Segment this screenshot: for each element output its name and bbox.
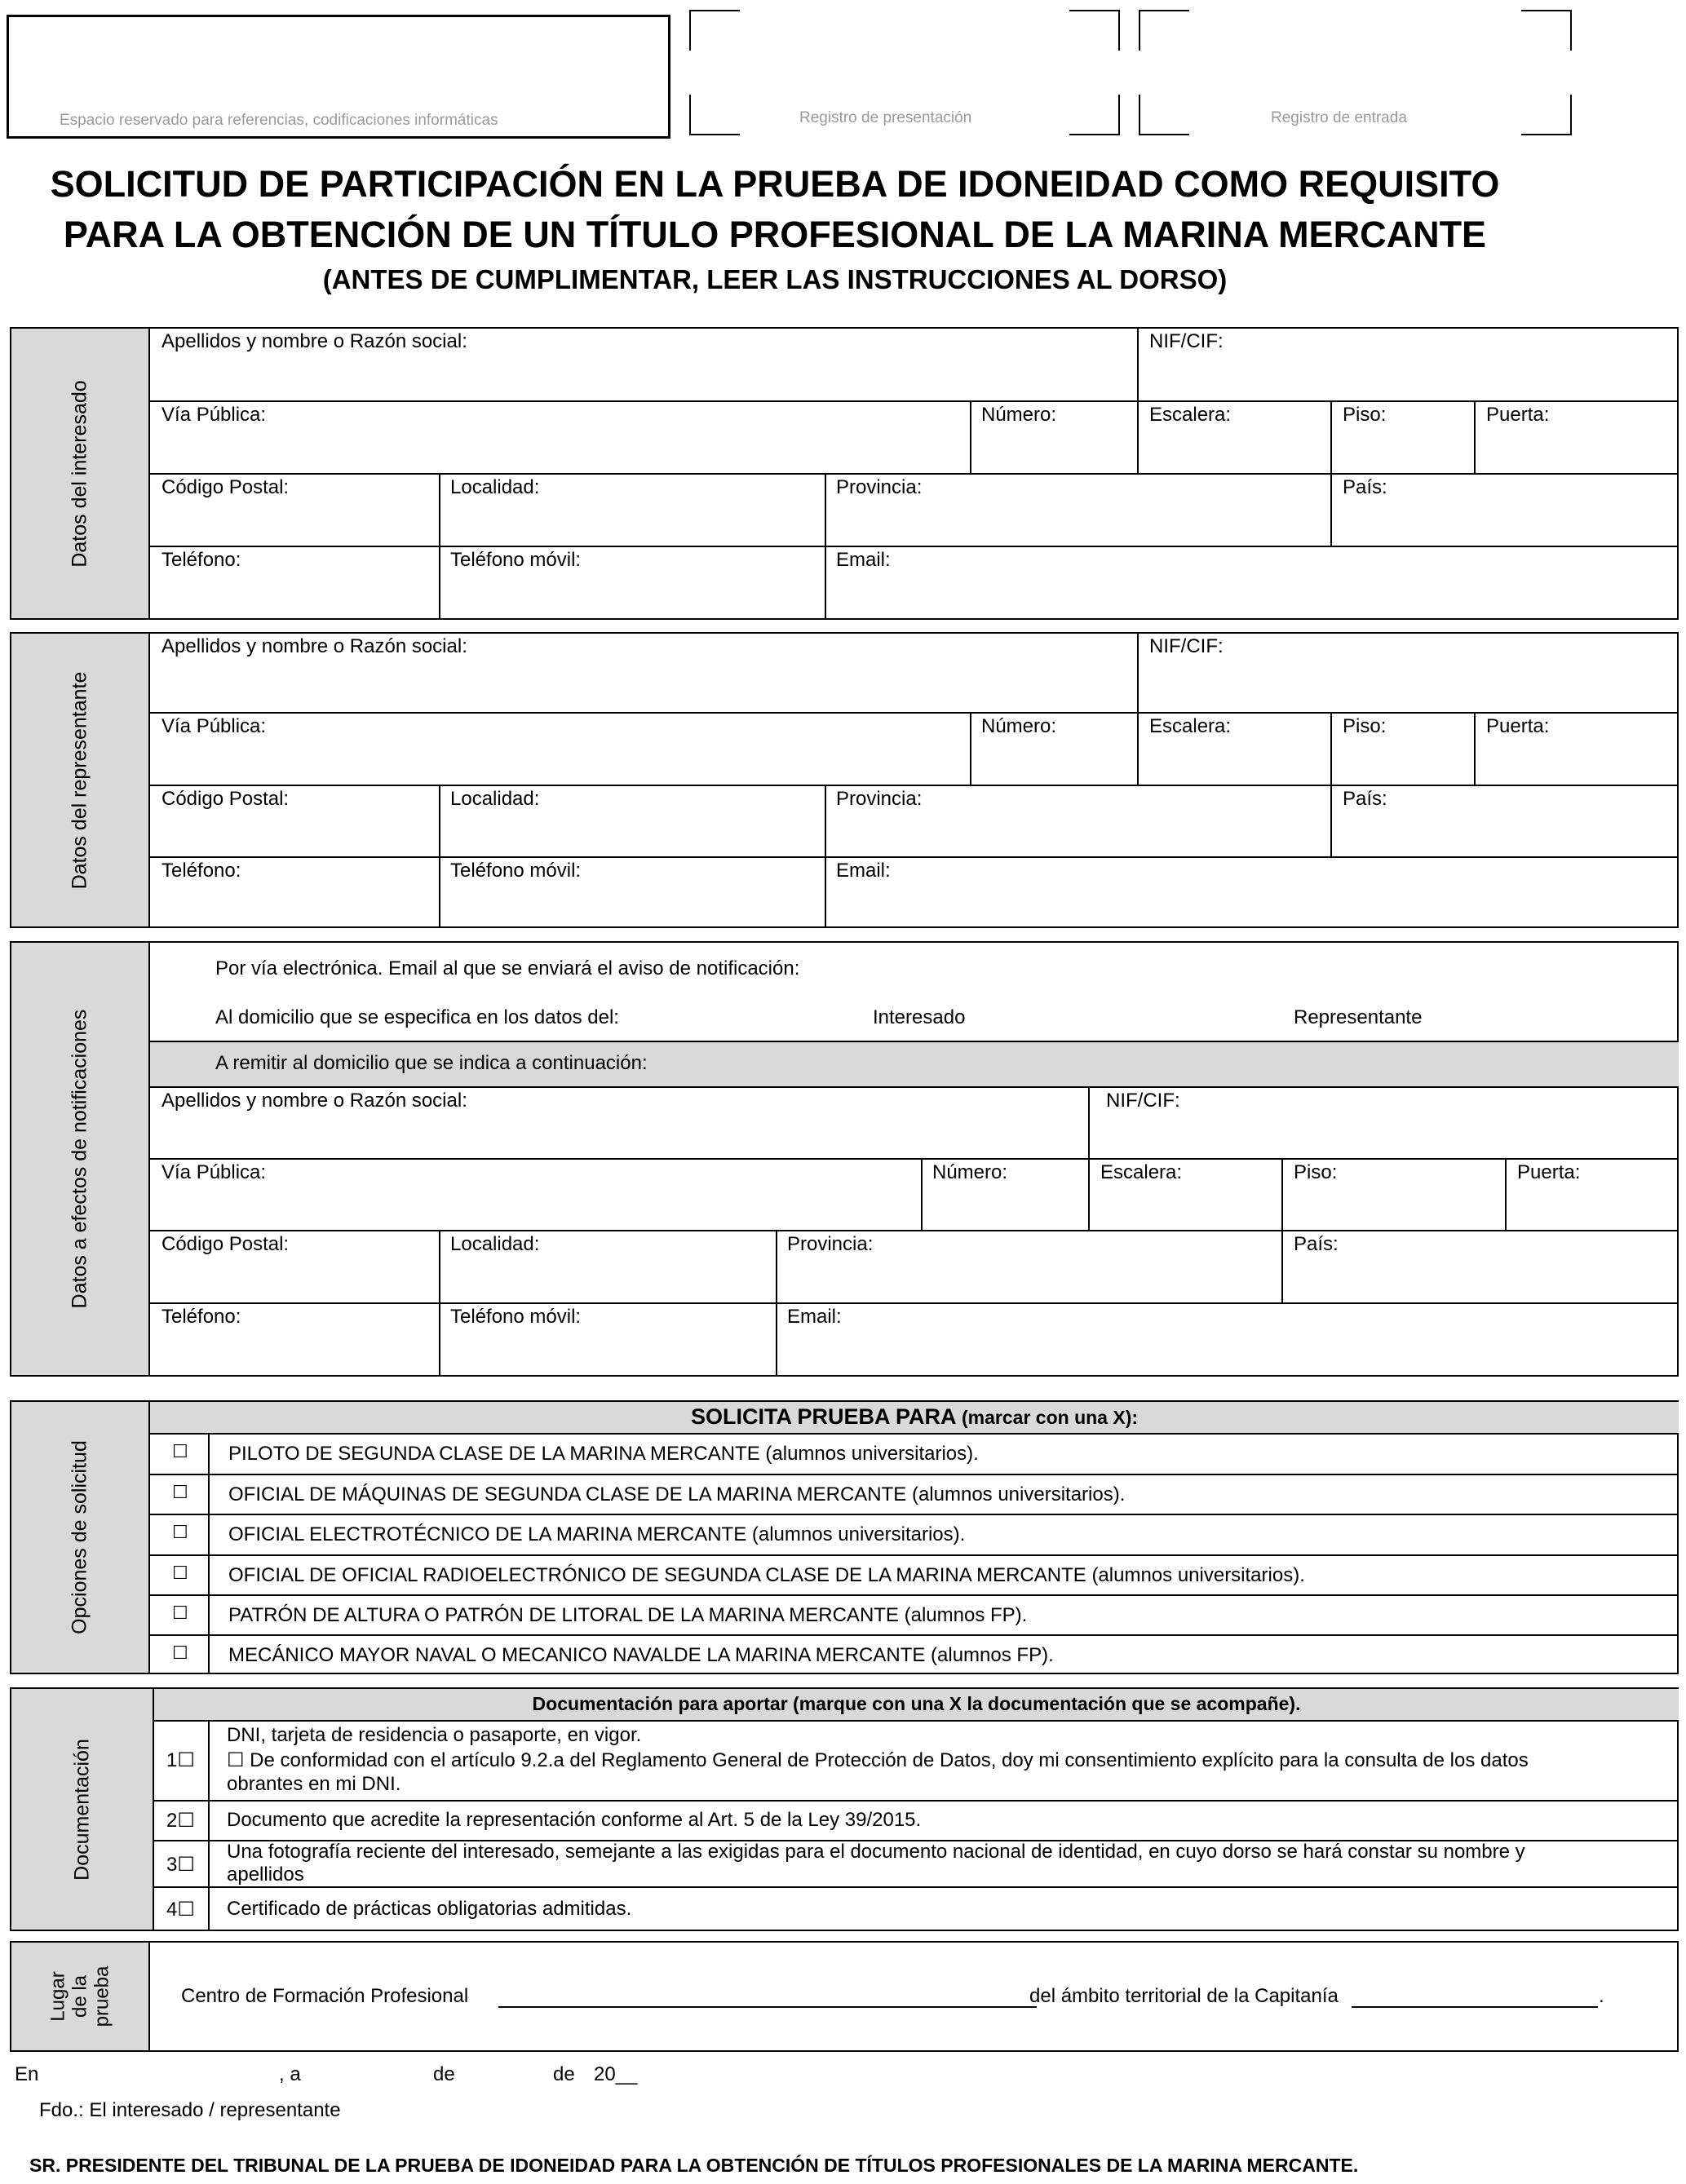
field-email[interactable]: Email: xyxy=(836,860,891,882)
firma-de2: de xyxy=(553,2063,575,2085)
lugar-period: . xyxy=(1599,1985,1604,2007)
opcion-label: PATRÓN DE ALTURA O PATRÓN DE LITORAL DE LA MARINA MERCANTE (alumnos FP). xyxy=(228,1604,1028,1626)
section-documentacion xyxy=(10,1687,1679,1931)
reserved-caption: Espacio reservado para referencias, codificaciones informáticas xyxy=(60,112,498,129)
lugar-centro-line[interactable] xyxy=(498,2006,1037,2008)
field-piso[interactable]: Piso: xyxy=(1343,715,1387,737)
notif-interesado-option[interactable]: Interesado xyxy=(873,1006,966,1028)
field-nif[interactable]: NIF/CIF: xyxy=(1149,635,1224,657)
doc-checkbox[interactable]: 1☐ xyxy=(166,1749,195,1771)
firma-year[interactable]: 20__ xyxy=(594,2063,638,2085)
section-representante xyxy=(10,632,1679,928)
field-puerta[interactable]: Puerta: xyxy=(1517,1161,1581,1183)
field-via[interactable]: Vía Pública: xyxy=(162,1161,267,1183)
section-notificaciones xyxy=(10,941,1679,1377)
firma-fdo: Fdo.: El interesado / representante xyxy=(39,2099,341,2121)
doc-text: Una fotografía reciente del interesado, semejante a las exigidas para el documento nacional de identidad, en cuyo dorso se hará constar su nombre y xyxy=(227,1841,1525,1863)
field-pais[interactable]: País: xyxy=(1343,788,1387,810)
field-provincia[interactable]: Provincia: xyxy=(836,476,923,498)
doc-text: Documento que acredite la representación conforme al Art. 5 de la Ley 39/2015. xyxy=(227,1809,922,1831)
field-pais[interactable]: País: xyxy=(1294,1233,1339,1255)
checkbox[interactable]: ☐ xyxy=(172,1603,188,1623)
checkbox[interactable]: ☐ xyxy=(172,1522,188,1542)
doc-checkbox[interactable]: 2☐ xyxy=(166,1810,195,1832)
doc-text: Certificado de prácticas obligatorias admitidas. xyxy=(227,1898,632,1920)
field-pais[interactable]: País: xyxy=(1343,476,1387,498)
opcion-label: MECÁNICO MAYOR NAVAL O MECANICO NAVALDE LA MARINA MERCANTE (alumnos FP). xyxy=(228,1644,1054,1666)
firma-a: , a xyxy=(279,2063,301,2085)
lugar-ambito-label: del ámbito territorial de la Capitanía xyxy=(1029,1985,1339,2007)
checkbox[interactable]: ☐ xyxy=(172,1563,188,1583)
field-piso[interactable]: Piso: xyxy=(1294,1161,1338,1183)
notif-remitir[interactable]: A remitir al domicilio que se indica a continuación: xyxy=(215,1052,648,1074)
section-lugar xyxy=(10,1941,1679,2052)
form-title-line1: SOLICITUD DE PARTICIPACIÓN EN LA PRUEBA DE IDONEIDAD COMO REQUISITO xyxy=(50,163,1500,205)
field-localidad[interactable]: Localidad: xyxy=(450,476,540,498)
field-apellidos[interactable]: Apellidos y nombre o Razón social: xyxy=(162,635,467,657)
doc-text: obrantes en mi DNI. xyxy=(227,1773,401,1795)
field-cp[interactable]: Código Postal: xyxy=(162,476,290,498)
registro-entrada-label: Registro de entrada xyxy=(1271,109,1407,126)
notif-representante-option[interactable]: Representante xyxy=(1294,1006,1423,1028)
field-telefono[interactable]: Teléfono: xyxy=(162,1306,241,1328)
field-apellidos[interactable]: Apellidos y nombre o Razón social: xyxy=(162,1090,467,1112)
opcion-label: PILOTO DE SEGUNDA CLASE DE LA MARINA MERCANTE (alumnos universitarios). xyxy=(228,1443,979,1465)
notif-domicilio: Al domicilio que se especifica en los datos del: xyxy=(215,1006,619,1028)
section-interesado xyxy=(10,327,1679,620)
field-localidad[interactable]: Localidad: xyxy=(450,1233,540,1255)
field-escalera[interactable]: Escalera: xyxy=(1100,1161,1183,1183)
doc-text: apellidos xyxy=(227,1863,304,1886)
field-escalera[interactable]: Escalera: xyxy=(1149,715,1232,737)
opcion-label: OFICIAL ELECTROTÉCNICO DE LA MARINA MERCANTE (alumnos universitarios). xyxy=(228,1523,966,1545)
field-puerta[interactable]: Puerta: xyxy=(1486,715,1550,737)
field-numero[interactable]: Número: xyxy=(932,1161,1008,1183)
section-label-lugar: Lugar de la prueba xyxy=(46,1965,113,2027)
opcion-label: OFICIAL DE OFICIAL RADIOELECTRÓNICO DE SEGUNDA CLASE DE LA MARINA MERCANTE (alumnos universitarios). xyxy=(228,1564,1305,1586)
section-label-documentacion: Documentación xyxy=(70,1738,93,1881)
section-label-notificaciones: Datos a efectos de notificaciones xyxy=(68,1009,91,1309)
documentacion-header: Documentación para aportar (marque con una X la documentación que se acompañe). xyxy=(532,1693,1301,1714)
field-localidad[interactable]: Localidad: xyxy=(450,788,540,810)
section-label-representante: Datos del representante xyxy=(68,671,91,889)
reserved-box xyxy=(7,15,670,139)
field-piso[interactable]: Piso: xyxy=(1343,404,1387,426)
field-puerta[interactable]: Puerta: xyxy=(1486,404,1550,426)
opcion-label: OFICIAL DE MÁQUINAS DE SEGUNDA CLASE DE LA MARINA MERCANTE (alumnos universitarios). xyxy=(228,1483,1126,1505)
checkbox[interactable]: ☐ xyxy=(172,1482,188,1502)
notif-electronica[interactable]: Por vía electrónica. Email al que se enviará el aviso de notificación: xyxy=(215,957,800,979)
footer-destinatario: SR. PRESIDENTE DEL TRIBUNAL DE LA PRUEBA DE IDONEIDAD PARA LA OBTENCIÓN DE TÍTULOS PROFESIONALES DE LA MARINA MERCANTE. xyxy=(29,2155,1359,2176)
field-cp[interactable]: Código Postal: xyxy=(162,1233,290,1255)
field-provincia[interactable]: Provincia: xyxy=(836,788,923,810)
field-telefono[interactable]: Teléfono: xyxy=(162,549,241,571)
form-title-line2: PARA LA OBTENCIÓN DE UN TÍTULO PROFESIONAL DE LA MARINA MERCANTE xyxy=(63,214,1487,255)
field-via[interactable]: Vía Pública: xyxy=(162,715,267,737)
doc-checkbox[interactable]: 4☐ xyxy=(166,1899,195,1921)
registro-presentacion-label: Registro de presentación xyxy=(799,109,972,126)
lugar-centro-label: Centro de Formación Profesional xyxy=(181,1985,469,2007)
doc-checkbox[interactable]: 3☐ xyxy=(166,1854,195,1876)
field-numero[interactable]: Número: xyxy=(981,715,1057,737)
doc-text: DNI, tarjeta de residencia o pasaporte, en vigor. xyxy=(227,1724,642,1746)
firma-de1: de xyxy=(433,2063,455,2085)
field-telefono[interactable]: Teléfono: xyxy=(162,860,241,882)
doc-consent-checkbox[interactable]: ☐ De conformidad con el artículo 9.2.a del Reglamento General de Protección de Datos, doy mi consentimiento explícito para la consulta de los datos xyxy=(227,1749,1529,1771)
section-opciones xyxy=(10,1400,1679,1674)
field-nif[interactable]: NIF/CIF: xyxy=(1106,1090,1180,1112)
field-movil[interactable]: Teléfono móvil: xyxy=(450,860,582,882)
field-nif[interactable]: NIF/CIF: xyxy=(1149,330,1224,352)
field-escalera[interactable]: Escalera: xyxy=(1149,404,1232,426)
field-email[interactable]: Email: xyxy=(836,549,891,571)
field-via[interactable]: Vía Pública: xyxy=(162,404,267,426)
field-cp[interactable]: Código Postal: xyxy=(162,788,290,810)
section-label-interesado: Datos del interesado xyxy=(68,379,91,568)
field-movil[interactable]: Teléfono móvil: xyxy=(450,549,582,571)
form-title-note: (ANTES DE CUMPLIMENTAR, LEER LAS INSTRUCCIONES AL DORSO) xyxy=(322,264,1228,294)
section-label-opciones: Opciones de solicitud xyxy=(68,1440,91,1634)
firma-en: En xyxy=(15,2063,39,2085)
opciones-header: SOLICITA PRUEBA PARA (marcar con una X): xyxy=(690,1404,1139,1429)
checkbox[interactable]: ☐ xyxy=(172,1441,188,1461)
field-numero[interactable]: Número: xyxy=(981,404,1057,426)
field-provincia[interactable]: Provincia: xyxy=(787,1233,874,1255)
field-movil[interactable]: Teléfono móvil: xyxy=(450,1306,582,1328)
lugar-capitania-line[interactable] xyxy=(1352,2006,1598,2008)
field-email[interactable]: Email: xyxy=(787,1306,842,1328)
field-apellidos[interactable]: Apellidos y nombre o Razón social: xyxy=(162,330,467,352)
checkbox[interactable]: ☐ xyxy=(172,1642,188,1663)
